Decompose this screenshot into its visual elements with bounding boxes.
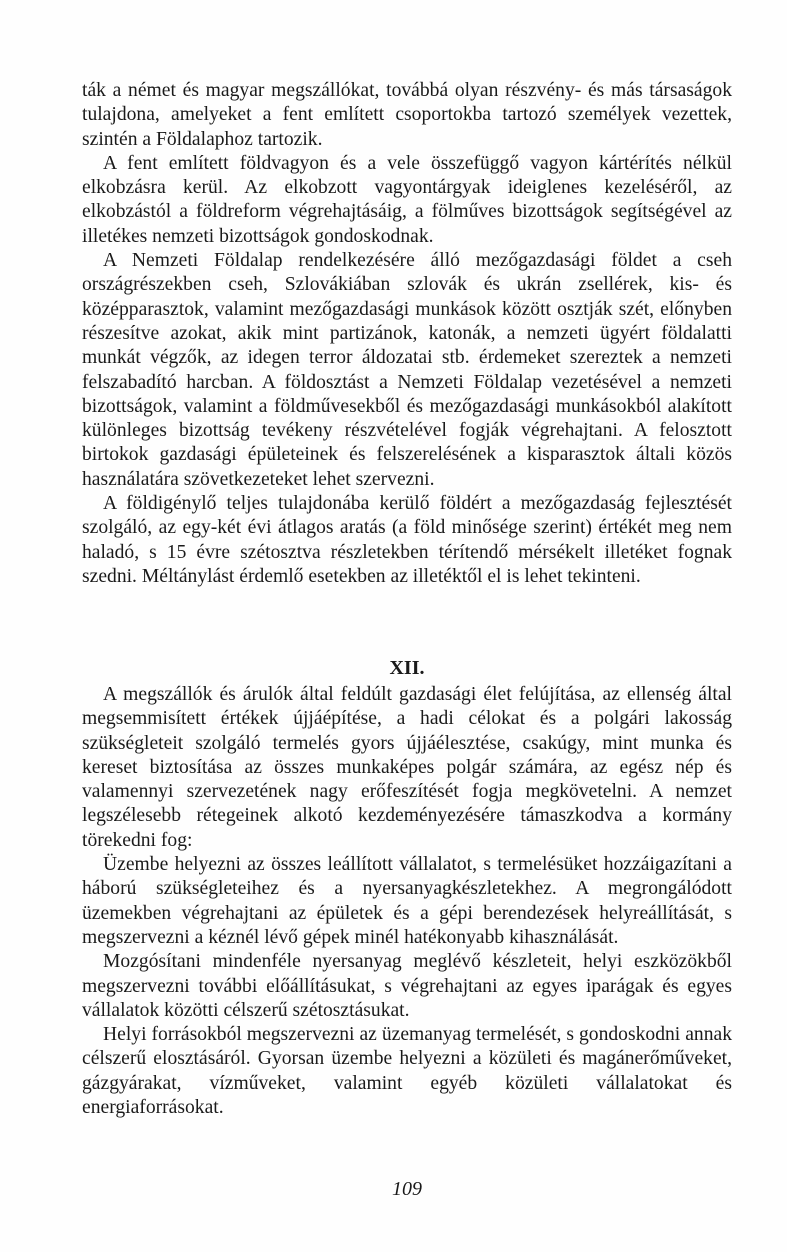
paragraph: ták a német és magyar megszállókat, továbbá olyan részvény- és más társaságok tulajdona, amelyeket a fent említett csoportokba tartozó személyek vezettek, szintén a Földalaphoz tartozik. [82, 80, 732, 150]
section-heading: XII. [389, 657, 425, 679]
text-section-top [82, 79, 732, 589]
paragraph: A Nemzeti Földalap rendelkezésére álló mezőgazdasági földet a cseh országrészekben cseh, Szlovákiában szlovák és ukrán zsellérek, kis- és középparasztok, valamint mezőgazdasági munkások között osztják szét, előnyben részesítve azokat, akik mint partizánok, katonák, a nemzeti ügyért földalatti munkát végzők, az idegen terror áldozatai stb. érdemeket szereztek a nemzeti felszabadító harcban. A földosztást a Nemzeti Földalap vezetésével a nemzeti bizottságok, valamint a földművesekből és mezőgazdasági munkásokból alakított különleges bizottság tevékeny részvételével fogják végrehajtani. A felosztott birtokok gazdasági épületeinek és felszerelésének a kisparasztok általi közös használatára szövetkezeteket lehet szervezni. [82, 250, 732, 490]
paragraph: Helyi forrásokból megszervezni az üzemanyag termelését, s gondoskodni annak célszerű elosztásáról. Gyorsan üzembe helyezni a közületi és magánerőműveket, gázgyárakat, vízműveket, valamint egyéb közületi vállalatokat és energiaforrásokat. [82, 1024, 732, 1119]
page-number: 109 [392, 1178, 422, 1200]
paragraph: A földigénylő teljes tulajdonába kerülő földért a mezőgazdaság fejlesztését szolgáló, az egy-két évi átlagos aratás (a föld minősége szerint) értékét meg nem haladó, s 15 évre szétosztva részletekben térítendő mérsékelt illetéket fognak szedni. Méltánylást érdemlő esetekben az illetéktől el is lehet tekinteni. [82, 493, 732, 587]
paragraph: Üzembe helyezni az összes leállított vállalatot, s termelésüket hozzáigazítani a háború szükségleteihez és a nyersanyagkészletekhez. A megrongálódott üzemekben végrehajtani az épületek és a gépi berendezések helyreállítását, s megszervezni a kéznél lévő gépek minél hatékonyabb kihasználását. [82, 854, 732, 948]
text-section-bottom [82, 683, 732, 1120]
paragraph: A megszállók és árulók által feldúlt gazdasági élet felújítása, az ellenség által megsemmisített értékek újjáépítése, a hadi célokat és a polgári lakosság szükségleteit szolgáló termelés gyors újjáélesztése, csakúgy, mint munka és kereset biztosítása az összes munkaképes polgár számára, az egész nép és valamennyi szervezetének nagy erőfeszítését fogja megkövetelni. A nemzet legszélesebb rétegeinek alkotó kezdeményezésére támaszkodva a kormány törekedni fog: [82, 684, 732, 851]
paragraph: Mozgósítani mindenféle nyersanyag meglévő készleteit, helyi eszközökből megszervezni további előállításukat, s végrehajtani az egyes iparágak és egyes vállalatok közötti célszerű szétosztásukat. [82, 951, 732, 1021]
paragraph: A fent említett földvagyon és a vele összefüggő vagyon kártérítés nélkül elkobzásra kerül. Az elkobzott vagyontárgyak ideiglenes kezeléséről, az elkobzástól a földreform végrehajtásáig, a fölműves bizottságok segítségével az illetékes nemzeti bizottságok gondoskodnak. [82, 152, 732, 247]
